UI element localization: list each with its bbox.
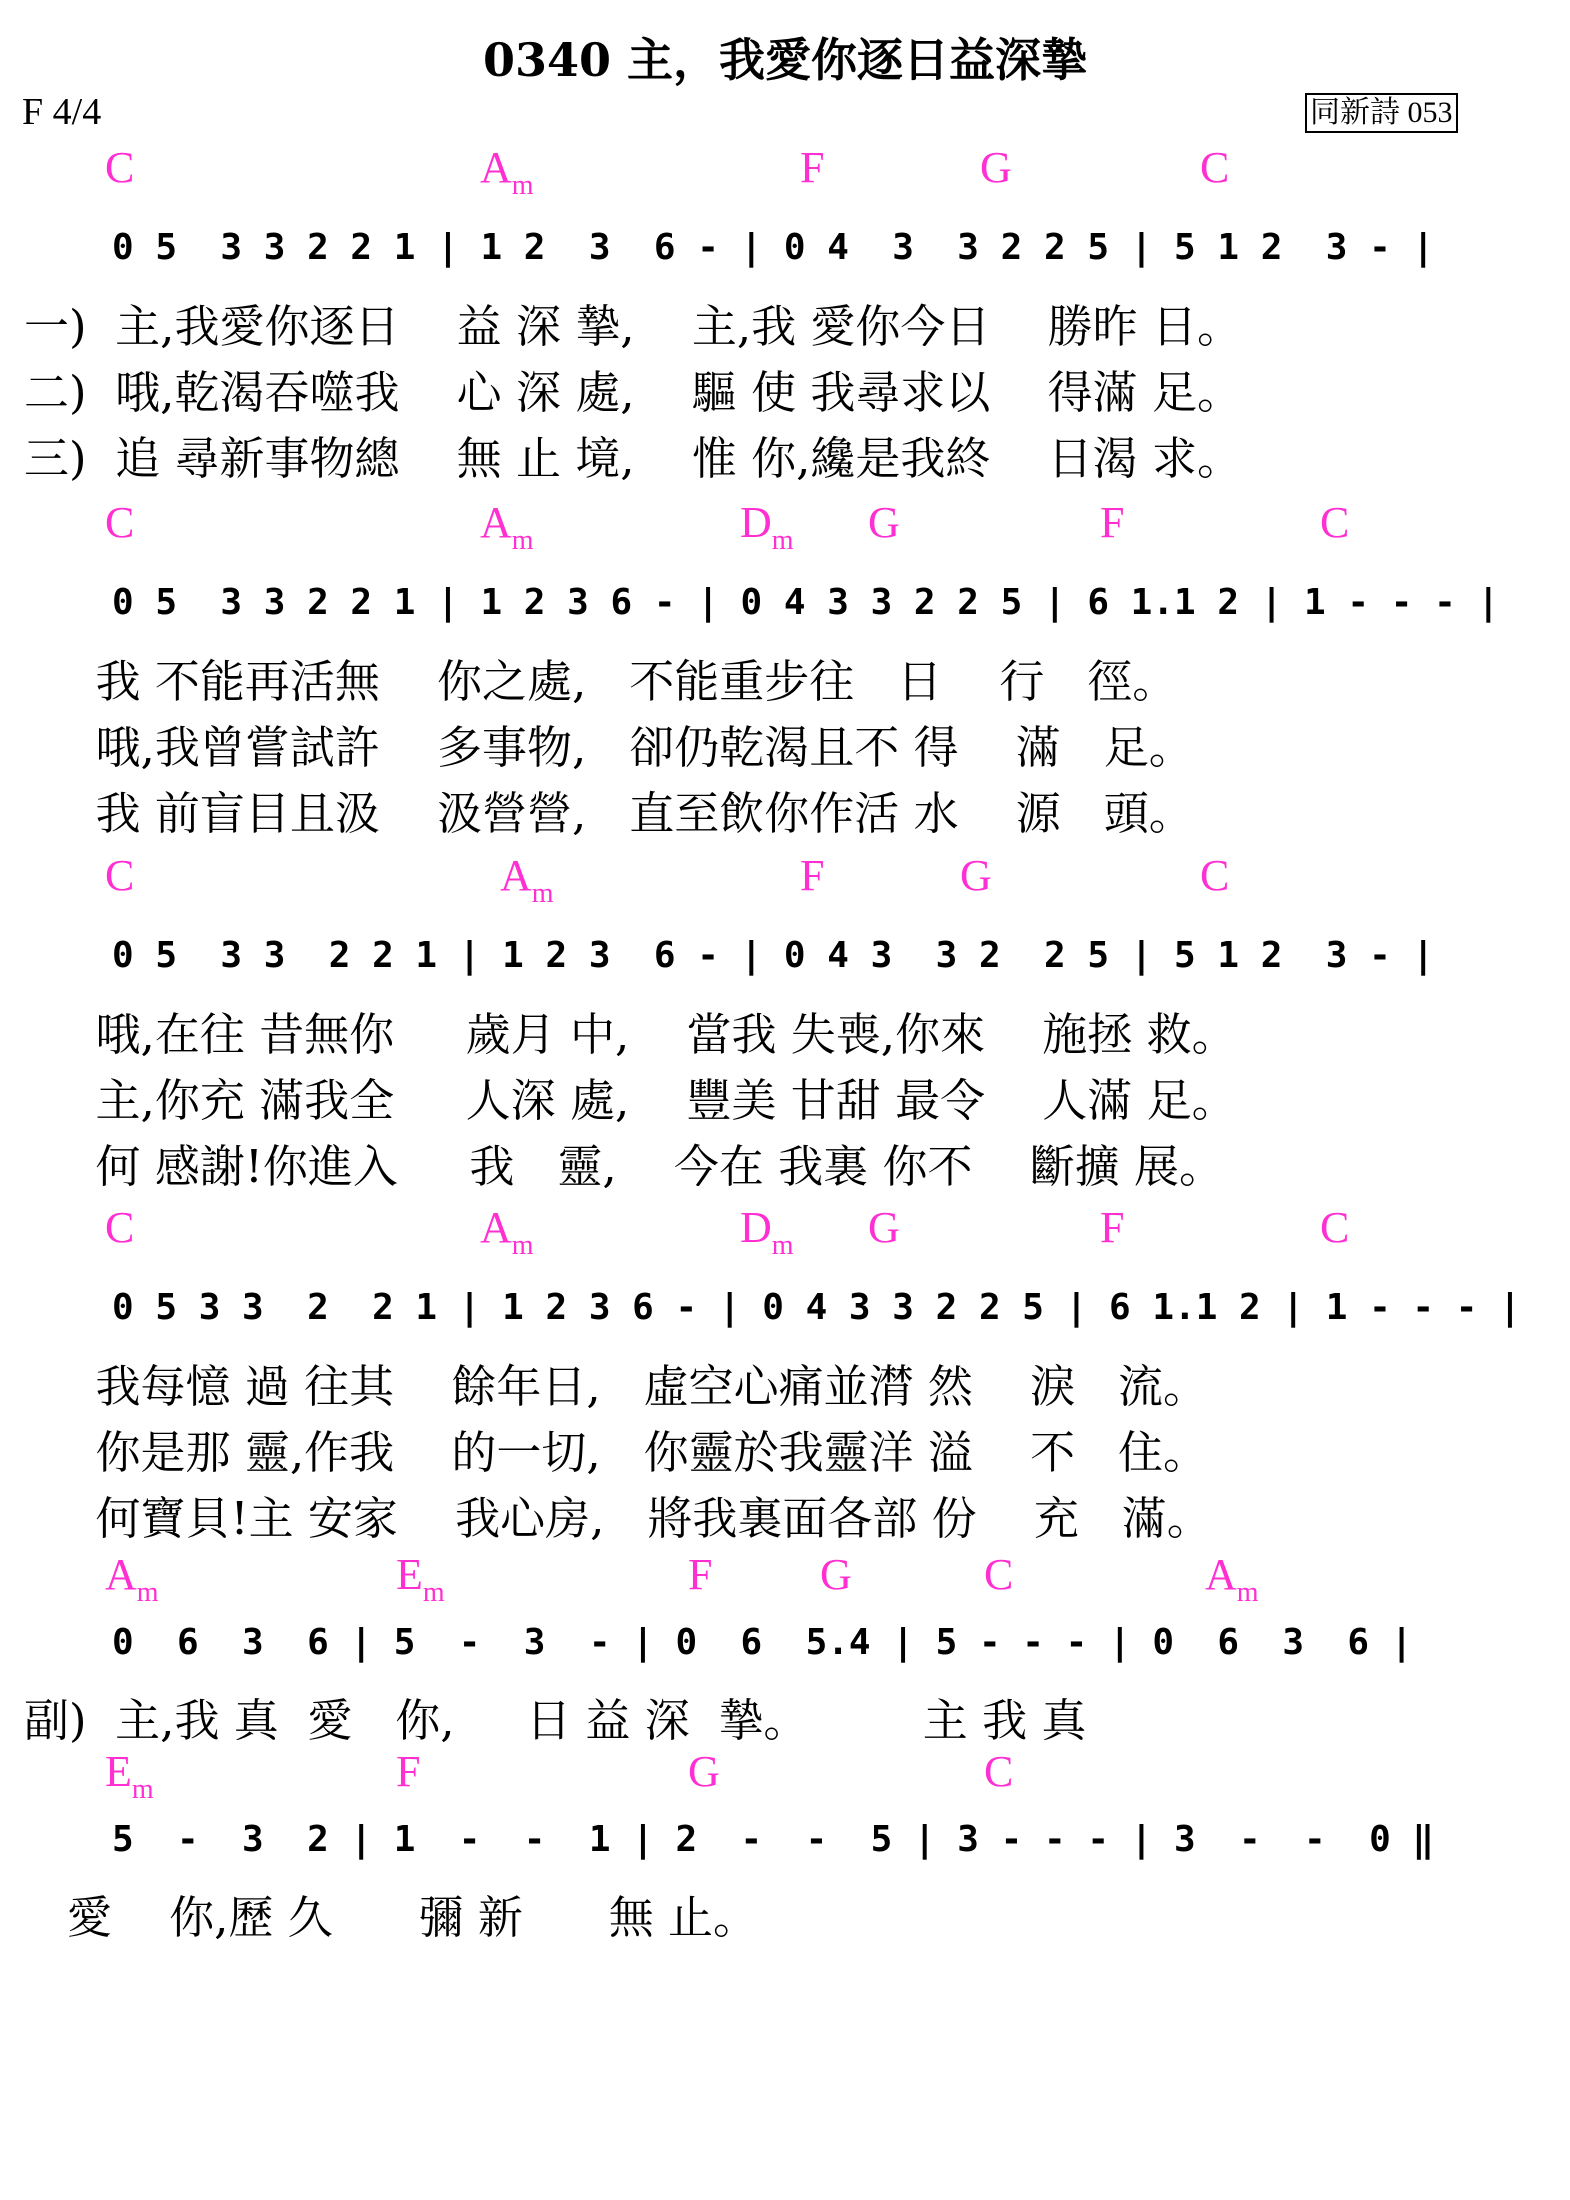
song-title: 0340 主，我愛你逐日益深摯 xyxy=(482,33,1088,87)
chord-symbol: C xyxy=(1200,851,1230,900)
lyrics-line: 三) 追 尋新事物總 無 止 境, 惟 你,纔是我終 日渴 求。 xyxy=(24,432,1242,485)
chord-symbol: $D_m$ xyxy=(740,1203,794,1261)
chord-symbol: $A_m$ xyxy=(105,1550,159,1608)
chord-symbol: G xyxy=(868,498,900,547)
chord-symbol: $A_m$ xyxy=(480,498,534,556)
chord-symbol: C xyxy=(1200,143,1230,192)
chord-symbol: C xyxy=(1320,1203,1350,1252)
chord-symbol: G xyxy=(980,143,1012,192)
chord-symbol: $D_m$ xyxy=(740,498,794,556)
chord-symbol: C xyxy=(105,498,135,547)
chord-symbol: C xyxy=(1320,498,1350,547)
lyrics-line: 何 感謝!你進入 我 靈, 今在 我裏 你不 斷擴 展。 xyxy=(24,1140,1224,1193)
chord-symbol: F xyxy=(688,1550,713,1599)
lyrics-line: 哦,在往 昔無你 歲月 中, 當我 失喪,你來 施拯 救。 xyxy=(24,1008,1237,1061)
lyrics-line: 哦,我曾嘗試許 多事物, 卻仍乾渴且不 得 滿 足。 xyxy=(24,721,1194,774)
lyrics-line: 副) 主,我 真 愛 你, 日 益 深 摯。 主 我 真 xyxy=(24,1694,1087,1747)
chord-symbol: G xyxy=(820,1550,852,1599)
notation-line: 0 5 3 3 2 2 1 | 1 2 3 6 - | 0 4 3 3 2 2 5 | 5 1 2 3 - | xyxy=(112,227,1435,268)
chord-symbol: C xyxy=(105,851,135,900)
lyrics-line: 主,你充 滿我全 人深 處, 豐美 甘甜 最令 人滿 足。 xyxy=(24,1074,1237,1127)
notation-line: 0 5 3 3 2 2 1 | 1 2 3 6 - | 0 4 3 3 2 2 5 | 5 1 2 3 - | xyxy=(112,935,1435,976)
lyrics-line: 我每憶 過 往其 餘年日, 虛空心痛並潸 然 淚 流。 xyxy=(24,1360,1208,1413)
chord-symbol: $A_m$ xyxy=(500,851,554,909)
chord-symbol: F xyxy=(800,851,825,900)
lyrics-line: 一) 主,我愛你逐日 益 深 摯, 主,我 愛你今日 勝昨 日。 xyxy=(24,300,1242,353)
key-signature: F 4/4 xyxy=(22,91,102,133)
chord-symbol: C xyxy=(105,143,135,192)
reference-label: 同新詩 053 xyxy=(1305,93,1458,133)
notation-line: 0 5 3 3 2 2 1 | 1 2 3 6 - | 0 4 3 3 2 2 5 | 6 1.1 2 | 1 - - - | xyxy=(112,1287,1521,1328)
chord-symbol: G xyxy=(960,851,992,900)
chord-symbol: C xyxy=(984,1747,1014,1796)
chord-symbol: G xyxy=(688,1747,720,1796)
chord-symbol: $E_m$ xyxy=(105,1747,154,1805)
lyrics-line: 我 不能再活無 你之處, 不能重步往 日 行 徑。 xyxy=(24,655,1178,708)
lyrics-line: 你是那 靈,作我 的一切, 你靈於我靈洋 溢 不 住。 xyxy=(24,1426,1208,1479)
chord-symbol: G xyxy=(868,1203,900,1252)
notation-line: 0 5 3 3 2 2 1 | 1 2 3 6 - | 0 4 3 3 2 2 5 | 6 1.1 2 | 1 - - - | xyxy=(112,582,1500,623)
chord-symbol: F xyxy=(1100,498,1125,547)
notation-line: 5 - 3 2 | 1 - - 1 | 2 - - 5 | 3 - - - | 3 - - 0 ‖ xyxy=(112,1819,1435,1860)
chord-symbol: F xyxy=(1100,1203,1125,1252)
chord-symbol: $A_m$ xyxy=(1205,1550,1259,1608)
chord-symbol: F xyxy=(800,143,825,192)
notation-line: 0 6 3 6 | 5 - 3 - | 0 6 5.4 | 5 - - - | 0 6 3 6 | xyxy=(112,1622,1413,1663)
lyrics-line: 二) 哦,乾渴吞噬我 心 深 處, 驅 使 我尋求以 得滿 足。 xyxy=(24,366,1242,419)
chord-symbol: $A_m$ xyxy=(480,143,534,201)
chord-symbol: C xyxy=(105,1203,135,1252)
chord-symbol: $A_m$ xyxy=(480,1203,534,1261)
lyrics-line: 何寶貝!主 安家 我心房, 將我裏面各部 份 充 滿。 xyxy=(24,1492,1212,1545)
lyrics-line: 我 前盲目且汲 汲營營, 直至飲你作活 水 源 頭。 xyxy=(24,787,1194,840)
chord-symbol: $E_m$ xyxy=(396,1550,445,1608)
chord-symbol: F xyxy=(396,1747,421,1796)
chord-symbol: C xyxy=(984,1550,1014,1599)
lyrics-line: 愛 你,歷 久 彌 新 無 止。 xyxy=(24,1891,758,1944)
